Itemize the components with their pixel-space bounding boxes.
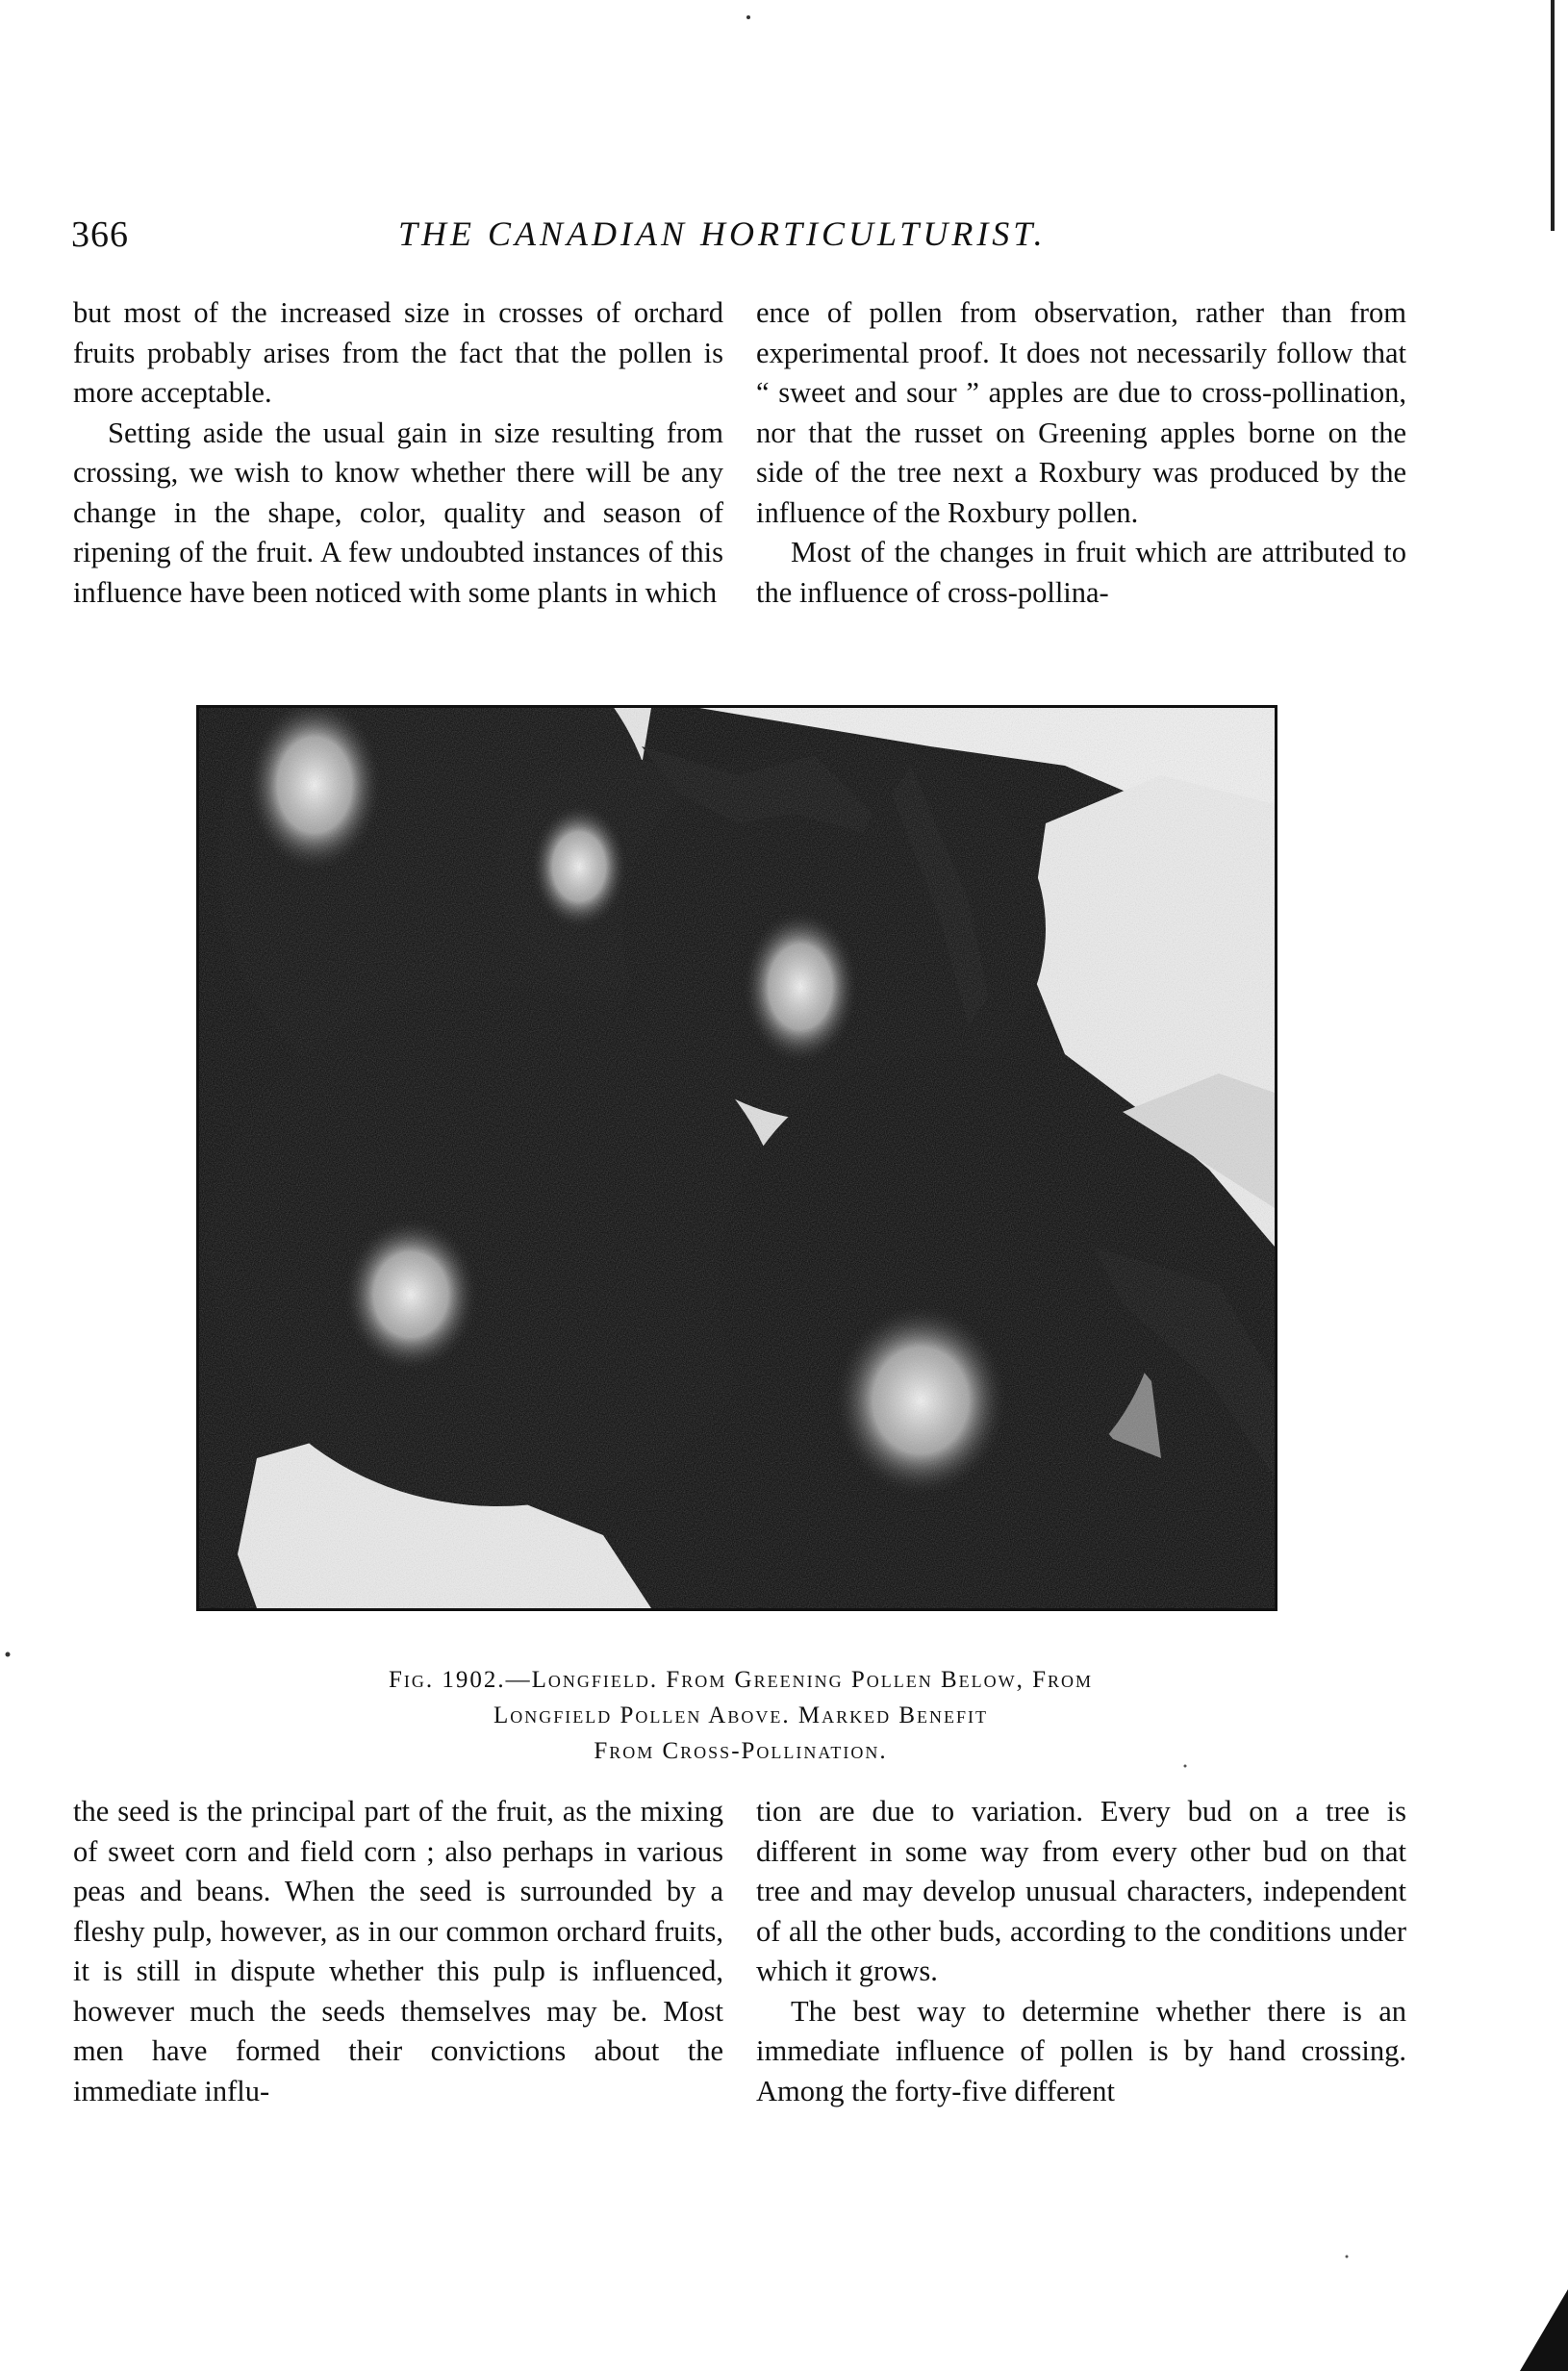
caption-line: From Cross-Pollination. [594, 1738, 888, 1764]
figure-caption [231, 1662, 1251, 1769]
paragraph: Setting aside the usual gain in size resulting from crossing, we wish to know whether there will be any change in the shape, color, quality and season of ripening of the fruit. A few undoubted instances of this influence have been noticed with some plants in which [73, 416, 723, 609]
paragraph: but most of the increased size in crosses of orchard fruits probably arises from the fact that the pollen is more acceptable. [73, 296, 723, 409]
column-bottom-left [73, 1792, 723, 2111]
paragraph: tion are due to variation. Every bud on a tree is different in some way from every other bud on that tree and may develop unusual characters, independent of all the other buds, according to the conditions under which it grows. [756, 1795, 1406, 1987]
column-top-left [73, 293, 723, 613]
paragraph: ence of pollen from observation, rather than from experimental proof. It does not necessarily follow that “ sweet and sour ” apples are due to cross-pollination, nor that the russet on Greening apples borne on the side of the tree next a Roxbury was produced by the influence of the Roxbury pollen. [756, 296, 1406, 529]
apple-photograph [196, 705, 1277, 1611]
apple-photo-illustration [199, 708, 1275, 1608]
paragraph: the seed is the principal part of the fruit, as the mixing of sweet corn and field corn ; also perhaps in various peas and beans. When the seed is surrounded by a fleshy pulp, however, as in our common orchard fruits, it is still in dispute whether this pulp is influenced, however much the seeds themselves may be. Most men have formed their convictions about the immediate influ- [73, 1795, 723, 2107]
page-header [71, 214, 1408, 262]
running-title: THE CANADIAN HORTICULTURIST. [398, 214, 1047, 253]
column-top-right [756, 293, 1406, 613]
caption-line: Longfield Pollen Above. Marked Benefit [493, 1703, 988, 1728]
column-bottom-right [756, 1792, 1406, 2111]
page-number: 366 [71, 214, 129, 255]
caption-line: Fig. 1902.—Longfield. From Greening Pollen Below, From [388, 1667, 1094, 1693]
paragraph: The best way to determine whether there is an immediate influence of pollen is by hand crossing. Among the forty-five different [756, 1994, 1406, 2107]
paragraph: Most of the changes in fruit which are attributed to the influence of cross-pollina- [756, 536, 1406, 609]
